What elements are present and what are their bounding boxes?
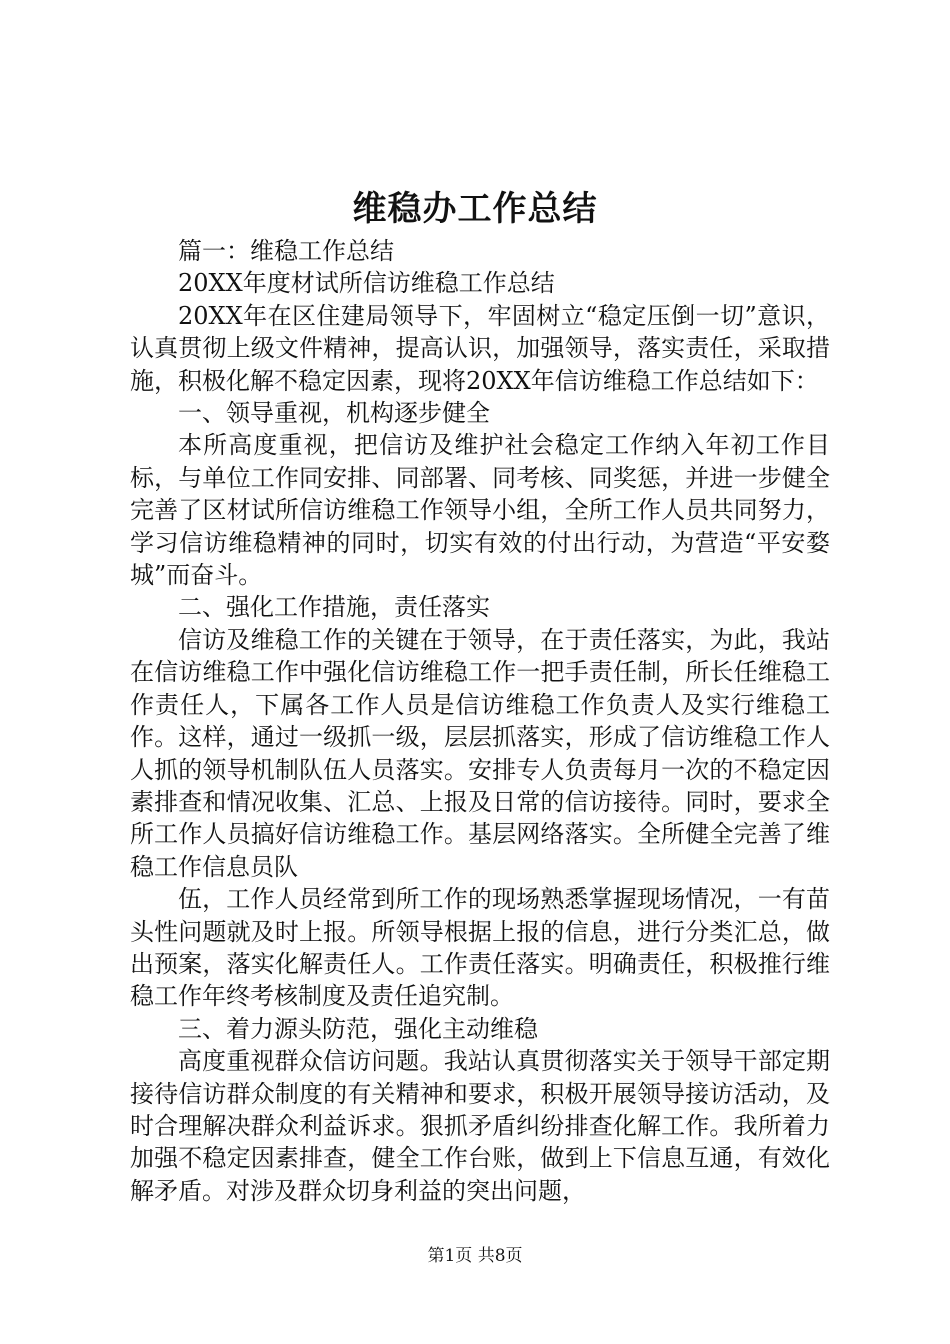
section-heading: 三、着力源头防范，强化主动维稳	[178, 1014, 538, 1043]
section-heading: 一、领导重视，机构逐步健全	[178, 399, 490, 428]
section-heading: 篇一：维稳工作总结	[178, 237, 394, 265]
document-body	[130, 235, 830, 1207]
paragraph: 本所高度重视，把信访及维护社会稳定工作纳入年初工作目标，与单位工作同安排、同部署、同考核、同奖惩，并进一步健全完善了区材试所信访维稳工作领导小组，全所工作人员共同努力，学习信访维稳精神的同时，切实有效的付出行动，为营造“平安婺城”而奋斗。	[130, 431, 830, 590]
section-heading: 二、强化工作措施，责任落实	[178, 593, 490, 622]
document-title: 维稳办工作总结	[352, 189, 598, 229]
paragraph: 信访及维稳工作的关键在于领导，在于责任落实，为此，我站在信访维稳工作中强化信访维稳工作一把手责任制，所长任维稳工作责任人，下属各工作人员是信访维稳工作负责人及实行维稳工作。这样，通过一级抓一级，层层抓落实，形成了信访维稳工作人人抓的领导机制队伍人员落实。安排专人负责每月一次的不稳定因素排查和情况收集、汇总、上报及日常的信访接待。同时，要求全所工作人员搞好信访维稳工作。基层网络落实。全所健全完善了维稳工作信息员队	[130, 625, 830, 881]
paragraph: 伍，工作人员经常到所工作的现场熟悉掌握现场情况，一有苗头性问题就及时上报。所领导根据上报的信息，进行分类汇总，做出预案，落实化解责任人。工作责任落实。明确责任，积极推行维稳工作年终考核制度及责任追究制。	[130, 885, 830, 1011]
report-title: 20XX年度材试所信访维稳工作总结	[178, 269, 555, 298]
page-footer: 第1页 共8页	[427, 1246, 523, 1266]
paragraph: 高度重视群众信访问题。我站认真贯彻落实关于领导干部定期接待信访群众制度的有关精神和要求，积极开展领导接访活动，及时合理解决群众利益诉求。狠抓矛盾纠纷排查化解工作。我所着力加强不稳定因素排查，健全工作台账，做到上下信息互通，有效化解矛盾。对涉及群众切身利益的突出问题，	[130, 1047, 830, 1205]
paragraph: 20XX年在区住建局领导下，牢固树立“稳定压倒一切”意识，认真贯彻上级文件精神，提高认识，加强领导，落实责任，采取措施，积极化解不稳定因素，现将20XX年信访维稳工作总结如下：	[130, 301, 830, 395]
